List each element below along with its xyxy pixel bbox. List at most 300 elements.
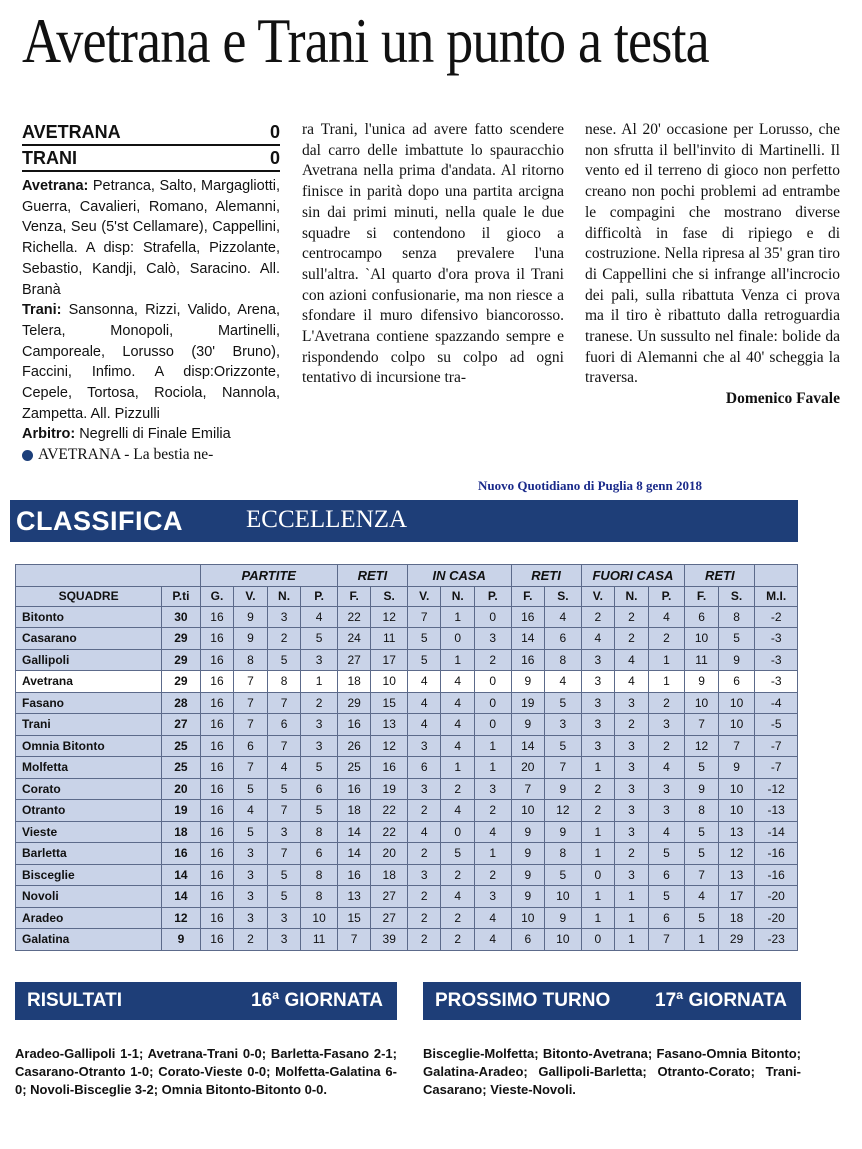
column-header: V. <box>234 586 268 606</box>
stat-cell: 2 <box>301 692 338 714</box>
stat-cell: 18 <box>718 907 755 929</box>
stat-cell: 1 <box>581 886 615 908</box>
stat-cell: 5 <box>301 628 338 650</box>
stat-cell: 5 <box>441 843 475 865</box>
stat-cell: 5 <box>301 757 338 779</box>
team-name: Casarano <box>16 628 162 650</box>
points-cell: 27 <box>162 714 201 736</box>
team-name: Bisceglie <box>16 864 162 886</box>
table-row <box>16 821 798 843</box>
stat-cell: 3 <box>267 907 301 929</box>
stat-cell: 9 <box>545 821 582 843</box>
stat-cell: 9 <box>545 907 582 929</box>
table-row <box>16 714 798 736</box>
stat-cell: 3 <box>581 735 615 757</box>
table-row <box>16 692 798 714</box>
stat-cell: 8 <box>301 886 338 908</box>
home-score: 0 <box>269 122 280 142</box>
team-name: Vieste <box>16 821 162 843</box>
team-name: Novoli <box>16 886 162 908</box>
stat-cell: 1 <box>475 735 511 757</box>
stat-cell: 16 <box>200 907 234 929</box>
stat-cell: -3 <box>755 649 798 671</box>
stat-cell: 1 <box>581 843 615 865</box>
stat-cell: 4 <box>441 714 475 736</box>
stat-cell: 4 <box>685 886 719 908</box>
stat-cell: 16 <box>200 606 234 628</box>
stat-cell: 7 <box>545 757 582 779</box>
stat-cell: 7 <box>267 735 301 757</box>
column-header: S. <box>545 586 582 606</box>
stat-cell: 1 <box>475 757 511 779</box>
table-row <box>16 886 798 908</box>
column-header: F. <box>337 586 371 606</box>
stat-cell: -16 <box>755 843 798 865</box>
stat-cell: 0 <box>475 714 511 736</box>
prossimo-title: PROSSIMO TURNO <box>435 990 611 1011</box>
stat-cell: 9 <box>545 778 582 800</box>
stat-cell: 9 <box>511 886 545 908</box>
column-header: F. <box>685 586 719 606</box>
stat-cell: 7 <box>267 692 301 714</box>
table-row <box>16 907 798 929</box>
stat-cell: 18 <box>337 671 371 693</box>
points-cell: 14 <box>162 886 201 908</box>
stat-cell: 0 <box>475 692 511 714</box>
group-header: RETI <box>337 565 407 587</box>
stat-cell: 1 <box>648 649 684 671</box>
away-lineup-text: Sansonna, Rizzi, Valido, Arena, Telera, Monopoli, Martinelli, Camporeale, Lorusso (30' Bruno), Faccini, Infimo. A disp:Orizzonte, Cepele, Tortosa, Rociola, Nannola, Zampetta. All. Pizzulli <box>22 302 280 422</box>
stat-cell: 4 <box>545 606 582 628</box>
stat-cell: 15 <box>371 692 408 714</box>
stat-cell: 2 <box>648 628 684 650</box>
points-cell: 30 <box>162 606 201 628</box>
stat-cell: 9 <box>511 821 545 843</box>
away-score: 0 <box>269 148 280 168</box>
stat-cell: 4 <box>648 606 684 628</box>
table-row <box>16 929 798 951</box>
stat-cell: 12 <box>545 800 582 822</box>
table-row <box>16 606 798 628</box>
stat-cell: 6 <box>511 929 545 951</box>
stat-cell: 0 <box>581 864 615 886</box>
classifica-band <box>10 500 798 542</box>
points-cell: 18 <box>162 821 201 843</box>
stat-cell: 1 <box>615 929 649 951</box>
stat-cell: 0 <box>475 671 511 693</box>
column-header: N. <box>615 586 649 606</box>
stat-cell: 4 <box>648 821 684 843</box>
column-header: V. <box>581 586 615 606</box>
team-name: Barletta <box>16 843 162 865</box>
stat-cell: -7 <box>755 757 798 779</box>
stat-cell: 16 <box>337 864 371 886</box>
stat-cell: 4 <box>475 929 511 951</box>
stat-cell: 3 <box>615 800 649 822</box>
stat-cell: 6 <box>234 735 268 757</box>
stat-cell: 3 <box>475 886 511 908</box>
table-row <box>16 671 798 693</box>
article-col3-wrap <box>585 120 840 410</box>
stat-cell: 14 <box>511 628 545 650</box>
classifica-title: CLASSIFICA <box>16 506 183 536</box>
stat-cell: 3 <box>267 929 301 951</box>
stat-cell: 16 <box>200 843 234 865</box>
stat-cell: 4 <box>615 671 649 693</box>
team-name: Corato <box>16 778 162 800</box>
points-cell: 25 <box>162 757 201 779</box>
stat-cell: 2 <box>441 864 475 886</box>
stat-cell: 7 <box>407 606 441 628</box>
stat-cell: 22 <box>337 606 371 628</box>
article-col2: ra Trani, l'unica ad avere fatto scendere dal carro delle imbattute lo spauracchio Avetrana nella prima d'andata. Al ritorno finisce in parità dopo una partita arcigna sin dai primi minuti, nella quale le due squadre si contendono il gioco a centrocampo senza prevalere l'una sull'altra. `Al quarto d'ora prova il Trani con azioni confusionarie, ma non riesce a sfondare il muro difensivo biancorosso. L'Avetrana contiene spazzando sempre e rispondendo colpo su colpo ad ogni tentativo di incursione tra- <box>302 121 564 387</box>
column-header: N. <box>441 586 475 606</box>
stat-cell: 2 <box>615 843 649 865</box>
stat-cell: 16 <box>337 778 371 800</box>
team-name: Omnia Bitonto <box>16 735 162 757</box>
stat-cell: 1 <box>685 929 719 951</box>
stat-cell: 13 <box>337 886 371 908</box>
group-header: RETI <box>685 565 755 587</box>
stat-cell: 16 <box>371 757 408 779</box>
stat-cell: 10 <box>301 907 338 929</box>
stat-cell: 2 <box>407 800 441 822</box>
stat-cell: 1 <box>301 671 338 693</box>
stat-cell: 12 <box>371 735 408 757</box>
stat-cell: 13 <box>371 714 408 736</box>
stat-cell: 19 <box>511 692 545 714</box>
stat-cell: 2 <box>234 929 268 951</box>
points-cell: 20 <box>162 778 201 800</box>
stat-cell: 7 <box>685 864 719 886</box>
column-header: P. <box>301 586 338 606</box>
column-header: F. <box>511 586 545 606</box>
stat-cell: 7 <box>685 714 719 736</box>
home-lineup-text: Petranca, Salto, Margagliotti, Guerra, Cavalieri, Romano, Alemanni, Venza, Seu (5'st Cellamare), Cappellini, Richella. A disp: Strafella, Pizzolante, Sebastio, Kandji, Calò, Saracino. All. Branà <box>22 178 281 298</box>
bullet-icon <box>22 450 33 461</box>
table-row <box>16 843 798 865</box>
risultati-text: Aradeo-Gallipoli 1-1; Avetrana-Trani 0-0; Barletta-Fasano 2-1; Casarano-Otranto 1-0; Corato-Vieste 0-0; Molfetta-Galatina 6-0; Novoli-Bisceglie 3-2; Omnia Bitonto-Bitonto 0-0. <box>15 1046 397 1097</box>
stat-cell: 16 <box>200 929 234 951</box>
points-cell: 12 <box>162 907 201 929</box>
column-header: V. <box>407 586 441 606</box>
stat-cell: 18 <box>371 864 408 886</box>
stat-cell: 7 <box>511 778 545 800</box>
stat-cell: 10 <box>718 800 755 822</box>
stat-cell: 10 <box>545 929 582 951</box>
stat-cell: 15 <box>337 907 371 929</box>
stat-cell: 9 <box>234 606 268 628</box>
away-lineup-label: Trani: <box>22 302 62 319</box>
stat-cell: 2 <box>407 843 441 865</box>
stat-cell: 2 <box>475 800 511 822</box>
match-box <box>22 120 280 466</box>
team-name: Aradeo <box>16 907 162 929</box>
stat-cell: 22 <box>371 800 408 822</box>
stat-cell: 24 <box>337 628 371 650</box>
stat-cell: 3 <box>407 778 441 800</box>
stat-cell: 27 <box>337 649 371 671</box>
stat-cell: 2 <box>615 606 649 628</box>
stat-cell: 2 <box>581 800 615 822</box>
stat-cell: 4 <box>441 671 475 693</box>
stat-cell: 0 <box>441 628 475 650</box>
points-cell: 29 <box>162 628 201 650</box>
column-header: P. <box>475 586 511 606</box>
stat-cell: 5 <box>685 821 719 843</box>
stat-cell: 4 <box>648 757 684 779</box>
prossimo-round: 17ª GIORNATA <box>655 990 787 1011</box>
team-name: Gallipoli <box>16 649 162 671</box>
headline: Avetrana e Trani un punto a testa <box>22 6 709 76</box>
team-name: Avetrana <box>16 671 162 693</box>
stat-cell: 3 <box>475 628 511 650</box>
article-col1: - La bestia ne- <box>120 446 214 464</box>
stat-cell: 9 <box>685 778 719 800</box>
stat-cell: 16 <box>511 606 545 628</box>
stat-cell: 3 <box>615 821 649 843</box>
column-header: P. <box>648 586 684 606</box>
stat-cell: 3 <box>407 735 441 757</box>
stat-cell: 26 <box>337 735 371 757</box>
score-row-home <box>22 120 280 146</box>
home-lineup <box>22 176 280 300</box>
stat-cell: -3 <box>755 628 798 650</box>
column-header: S. <box>371 586 408 606</box>
stat-cell: 19 <box>371 778 408 800</box>
stat-cell: 5 <box>545 864 582 886</box>
stat-cell: -7 <box>755 735 798 757</box>
table-row <box>16 757 798 779</box>
stat-cell: 17 <box>371 649 408 671</box>
stat-cell: 13 <box>718 864 755 886</box>
home-lineup-label: Avetrana: <box>22 178 89 194</box>
stat-cell: 1 <box>615 886 649 908</box>
stat-cell: 16 <box>200 692 234 714</box>
stat-cell: 3 <box>615 757 649 779</box>
stat-cell: 3 <box>581 649 615 671</box>
stat-cell: 2 <box>648 692 684 714</box>
stat-cell: 20 <box>511 757 545 779</box>
away-lineup <box>22 300 280 424</box>
stat-cell: 4 <box>475 907 511 929</box>
stat-cell: 9 <box>718 649 755 671</box>
stat-cell: 5 <box>267 778 301 800</box>
stat-cell: 4 <box>301 606 338 628</box>
stat-cell: 12 <box>685 735 719 757</box>
table-row <box>16 864 798 886</box>
stat-cell: 6 <box>301 778 338 800</box>
stat-cell: 4 <box>615 649 649 671</box>
stat-cell: 9 <box>511 843 545 865</box>
stat-cell: 10 <box>511 907 545 929</box>
stat-cell: 27 <box>371 886 408 908</box>
stat-cell: 4 <box>267 757 301 779</box>
stat-cell: 10 <box>685 692 719 714</box>
stat-cell: 3 <box>407 864 441 886</box>
group-blank <box>16 565 201 587</box>
stat-cell: 5 <box>545 692 582 714</box>
stat-cell: 11 <box>301 929 338 951</box>
stat-cell: 12 <box>371 606 408 628</box>
stat-cell: 3 <box>267 821 301 843</box>
stat-cell: 7 <box>648 929 684 951</box>
stat-cell: 2 <box>581 778 615 800</box>
stat-cell: 10 <box>718 692 755 714</box>
stat-cell: 7 <box>234 671 268 693</box>
stat-cell: 4 <box>407 821 441 843</box>
stat-cell: 10 <box>545 886 582 908</box>
stat-cell: 5 <box>648 886 684 908</box>
group-header-row <box>16 565 798 587</box>
stat-cell: 5 <box>685 757 719 779</box>
league-name: ECCELLENZA <box>246 506 408 533</box>
stat-cell: 2 <box>615 714 649 736</box>
standings-table <box>15 564 798 951</box>
table-row <box>16 800 798 822</box>
stat-cell: 16 <box>200 886 234 908</box>
stat-cell: 3 <box>648 714 684 736</box>
stat-cell: 2 <box>648 735 684 757</box>
table-row <box>16 735 798 757</box>
stat-cell: 25 <box>337 757 371 779</box>
stat-cell: 9 <box>685 671 719 693</box>
column-header: M.I. <box>755 586 798 606</box>
stat-cell: 8 <box>545 843 582 865</box>
stat-cell: 9 <box>234 628 268 650</box>
stat-cell: 10 <box>511 800 545 822</box>
stat-cell: 5 <box>685 843 719 865</box>
stat-cell: 5 <box>267 886 301 908</box>
points-cell: 14 <box>162 864 201 886</box>
stat-cell: 2 <box>475 864 511 886</box>
points-cell: 25 <box>162 735 201 757</box>
referee <box>22 424 280 445</box>
stat-cell: 5 <box>267 649 301 671</box>
stat-cell: 2 <box>407 929 441 951</box>
stat-cell: 3 <box>475 778 511 800</box>
team-name: Galatina <box>16 929 162 951</box>
stat-cell: 4 <box>234 800 268 822</box>
stat-cell: 6 <box>685 606 719 628</box>
stat-cell: 3 <box>234 864 268 886</box>
referee-text: Negrelli di Finale Emilia <box>79 426 231 443</box>
stat-cell: 29 <box>337 692 371 714</box>
stat-cell: -3 <box>755 671 798 693</box>
points-cell: 28 <box>162 692 201 714</box>
stat-cell: 3 <box>301 735 338 757</box>
stat-cell: 8 <box>301 864 338 886</box>
away-team: TRANI <box>22 148 77 168</box>
stat-cell: 16 <box>200 778 234 800</box>
stat-cell: 10 <box>685 628 719 650</box>
stat-cell: 4 <box>441 800 475 822</box>
stat-cell: 2 <box>441 929 475 951</box>
stat-cell: 8 <box>234 649 268 671</box>
stat-cell: 12 <box>718 843 755 865</box>
stat-cell: 4 <box>441 886 475 908</box>
stat-cell: 1 <box>475 843 511 865</box>
stat-cell: 2 <box>441 778 475 800</box>
stat-cell: 0 <box>581 929 615 951</box>
stat-cell: 7 <box>234 692 268 714</box>
stat-cell: 2 <box>407 886 441 908</box>
stat-cell: 7 <box>267 800 301 822</box>
article-col3: nese. Al 20' occasione per Lorusso, che non sfrutta il bell'invito di Martinelli. Il vento ed il terreno di gioco non perfetto creano non pochi problemi ad entrambe le compagini che mostrano diverse difficoltà in fase di ripiego e di costruzione. Nella ripresa al 35' gran tiro di Cappellini che si infrange all'incrocio dei pali, sulla ribattuta Venza ci prova ma il tiro è ribattuto dalla retroguardia tranese. Un sussulto nel finale: bolide da fuori di Alemanni che al 40' scheggia la traversa. <box>585 121 840 387</box>
stat-cell: 4 <box>581 628 615 650</box>
stat-cell: 3 <box>234 886 268 908</box>
stat-cell: 2 <box>267 628 301 650</box>
stat-cell: 13 <box>718 821 755 843</box>
stat-cell: 9 <box>511 671 545 693</box>
column-header: SQUADRE <box>16 586 162 606</box>
author: Domenico Favale <box>725 390 840 408</box>
stat-cell: 1 <box>648 671 684 693</box>
stat-cell: 5 <box>234 821 268 843</box>
stat-cell: 14 <box>337 843 371 865</box>
stat-cell: 20 <box>371 843 408 865</box>
stat-cell: 3 <box>301 649 338 671</box>
stat-cell: 7 <box>267 843 301 865</box>
stat-cell: 10 <box>718 778 755 800</box>
stat-cell: 4 <box>441 735 475 757</box>
table-row <box>16 778 798 800</box>
stat-cell: 3 <box>615 692 649 714</box>
column-header: N. <box>267 586 301 606</box>
stat-cell: 1 <box>441 606 475 628</box>
points-cell: 29 <box>162 649 201 671</box>
group-header: PARTITE <box>200 565 337 587</box>
stat-cell: 0 <box>441 821 475 843</box>
stat-cell: 4 <box>545 671 582 693</box>
stat-cell: 3 <box>581 714 615 736</box>
score-row-away <box>22 146 280 172</box>
stat-cell: 6 <box>301 843 338 865</box>
dateline: AVETRANA <box>38 446 121 464</box>
table-row <box>16 628 798 650</box>
stat-cell: 1 <box>615 907 649 929</box>
stat-cell: 39 <box>371 929 408 951</box>
stat-cell: 22 <box>371 821 408 843</box>
stat-cell: 5 <box>234 778 268 800</box>
risultati-round: 16ª GIORNATA <box>251 990 383 1011</box>
stat-cell: 16 <box>200 800 234 822</box>
source-note: Nuovo Quotidiano di Puglia 8 genn 2018 <box>478 478 702 493</box>
stat-cell: 10 <box>718 714 755 736</box>
stat-cell: 29 <box>718 929 755 951</box>
stat-cell: 2 <box>441 907 475 929</box>
stat-cell: 6 <box>407 757 441 779</box>
stat-cell: 16 <box>200 757 234 779</box>
stat-cell: -5 <box>755 714 798 736</box>
stat-cell: 5 <box>545 735 582 757</box>
stat-cell: 9 <box>511 714 545 736</box>
stat-cell: 2 <box>615 628 649 650</box>
stat-cell: 1 <box>581 757 615 779</box>
stat-cell: 5 <box>407 649 441 671</box>
team-name: Otranto <box>16 800 162 822</box>
stat-cell: 3 <box>615 778 649 800</box>
stat-cell: -12 <box>755 778 798 800</box>
referee-label: Arbitro: <box>22 426 76 443</box>
stat-cell: 8 <box>718 606 755 628</box>
stat-cell: 4 <box>441 692 475 714</box>
group-blank <box>755 565 798 587</box>
prossimo-text: Bisceglie-Molfetta; Bitonto-Avetrana; Fasano-Omnia Bitonto; Galatina-Aradeo; Gallipoli-Barletta; Otranto-Corato; Trani-Casarano; Vieste-Novoli. <box>423 1046 801 1097</box>
stat-cell: 8 <box>545 649 582 671</box>
stat-cell: 11 <box>685 649 719 671</box>
stat-cell: -2 <box>755 606 798 628</box>
